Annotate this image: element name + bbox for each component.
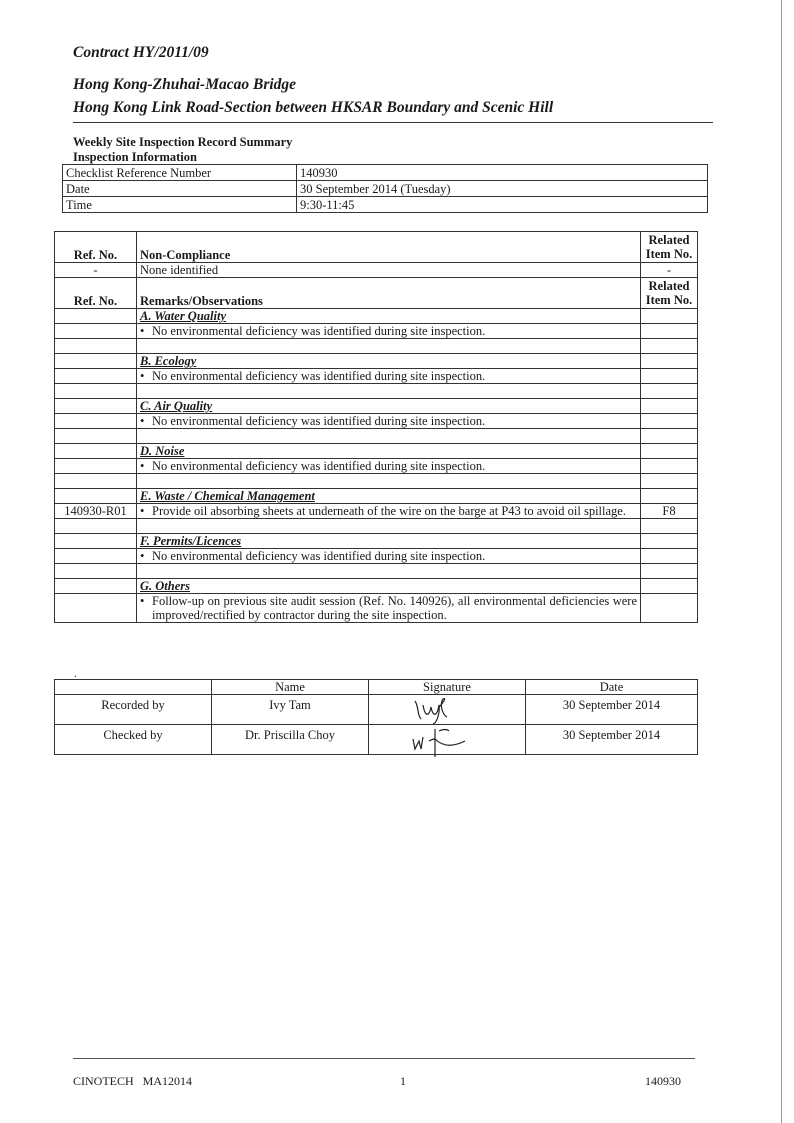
observation-text: No environmental deficiency was identified during site inspection.: [152, 414, 486, 428]
stray-mark: .: [74, 668, 77, 680]
observation-ref: [55, 549, 137, 564]
related-header-line2: Item No.: [645, 293, 693, 307]
observation-row: [55, 459, 698, 474]
remarks-header: Remarks/Observations: [137, 278, 641, 309]
observation-ref: [55, 324, 137, 339]
spacer-row: [55, 339, 698, 354]
signature-cell: [369, 695, 526, 725]
header-rule: [73, 122, 713, 123]
info-label: Time: [63, 197, 297, 213]
observation-ref: [55, 414, 137, 429]
signoff-name: Dr. Priscilla Choy: [212, 725, 369, 755]
signoff-name-header: Name: [212, 680, 369, 695]
observation-related: [641, 324, 698, 339]
bullet: •: [140, 594, 145, 608]
inspection-info-title: Inspection Information: [73, 150, 197, 164]
spacer-row: [55, 429, 698, 444]
info-row: [63, 181, 708, 197]
signoff-row: [55, 725, 698, 755]
info-label: Date: [63, 181, 297, 197]
category-title: F. Permits/Licences: [140, 534, 242, 548]
observation-ref: 140930-R01: [55, 504, 137, 519]
footer-rule: [73, 1058, 695, 1059]
noncompliance-ref-header: Ref. No.: [55, 232, 137, 263]
noncompliance-text: None identified: [137, 263, 641, 278]
observation-text: No environmental deficiency was identified during site inspection.: [152, 459, 486, 473]
observation-text: No environmental deficiency was identified during site inspection.: [152, 549, 486, 563]
category-row: [55, 309, 698, 324]
signoff-date: 30 September 2014: [526, 725, 698, 755]
findings-table: [54, 231, 698, 623]
spacer-row: [55, 474, 698, 489]
category-row: [55, 489, 698, 504]
spacer-row: [55, 384, 698, 399]
summary-title: Weekly Site Inspection Record Summary: [73, 135, 293, 149]
signature-recorder: [409, 695, 469, 725]
noncompliance-related-header: [641, 232, 698, 263]
spacer-row: [55, 519, 698, 534]
inspection-info-table: [62, 164, 708, 213]
observation-ref: [55, 369, 137, 384]
observation-row: [55, 504, 698, 519]
signoff-role-header: [55, 680, 212, 695]
info-value: 30 September 2014 (Tuesday): [297, 181, 708, 197]
category-title: B. Ecology: [140, 354, 197, 368]
signoff-name: Ivy Tam: [212, 695, 369, 725]
bullet: •: [140, 504, 145, 518]
bullet: •: [140, 369, 145, 383]
remarks-ref-header: Ref. No.: [55, 278, 137, 309]
category-title: G. Others: [140, 579, 191, 593]
signoff-row: [55, 695, 698, 725]
signoff-date: 30 September 2014: [526, 695, 698, 725]
signoff-role: Checked by: [55, 725, 212, 755]
observation-ref: [55, 459, 137, 474]
category-row: [55, 399, 698, 414]
noncompliance-ref: -: [55, 263, 137, 278]
observation-related: [641, 369, 698, 384]
footer-page-number: 1: [400, 1074, 406, 1088]
signoff-date-header: Date: [526, 680, 698, 695]
observation-row: [55, 369, 698, 384]
observation-row: [55, 414, 698, 429]
observation-row: [55, 594, 698, 623]
info-value: 9:30-11:45: [297, 197, 708, 213]
remarks-header-row: [55, 278, 698, 309]
remarks-related-header: [641, 278, 698, 309]
category-title: D. Noise: [140, 444, 185, 458]
info-row: [63, 165, 708, 181]
observation-related: F8: [641, 504, 698, 519]
category-row: [55, 444, 698, 459]
category-title: A. Water Quality: [140, 309, 227, 323]
observation-ref: [55, 594, 137, 623]
info-value: 140930: [297, 165, 708, 181]
spacer-row: [55, 564, 698, 579]
noncompliance-header: Non-Compliance: [137, 232, 641, 263]
info-label: Checklist Reference Number: [63, 165, 297, 181]
bullet: •: [140, 549, 145, 563]
observation-related: [641, 594, 698, 623]
observation-text: Provide oil absorbing sheets at underneath of the wire on the barge at P43 to avoid oil spillage.: [152, 504, 626, 518]
signoff-header-row: [55, 680, 698, 695]
signature-checker: [409, 725, 479, 759]
observation-text: Follow-up on previous site audit session (Ref. No. 140926), all environmental deficiencies were improved/rectified by contractor during the site inspection.: [152, 594, 637, 622]
footer-reference: 140930: [645, 1074, 681, 1088]
related-header-line2: Item No.: [645, 247, 693, 261]
noncompliance-row: [55, 263, 698, 278]
category-title: E. Waste / Chemical Management: [140, 489, 315, 503]
contract-number: Contract HY/2011/09: [73, 44, 209, 61]
noncompliance-related: -: [641, 263, 698, 278]
observation-related: [641, 549, 698, 564]
category-title: C. Air Quality: [140, 399, 213, 413]
category-row: [55, 579, 698, 594]
bullet: •: [140, 459, 145, 473]
related-header-line1: Related: [648, 279, 690, 293]
related-header-line1: Related: [648, 233, 690, 247]
category-row: [55, 354, 698, 369]
signature-cell: [369, 725, 526, 755]
category-row: [55, 534, 698, 549]
page-edge-line: [781, 0, 782, 1123]
observation-row: [55, 549, 698, 564]
noncompliance-header-row: [55, 232, 698, 263]
observation-text: No environmental deficiency was identified during site inspection.: [152, 324, 486, 338]
project-title: Hong Kong-Zhuhai-Macao Bridge: [73, 76, 297, 93]
observation-text: No environmental deficiency was identified during site inspection.: [152, 369, 486, 383]
bullet: •: [140, 324, 145, 338]
observation-related: [641, 414, 698, 429]
bullet: •: [140, 414, 145, 428]
footer-company: CINOTECH MA12014: [73, 1074, 192, 1088]
observation-related: [641, 459, 698, 474]
observation-row: [55, 324, 698, 339]
info-row: [63, 197, 708, 213]
signoff-signature-header: Signature: [369, 680, 526, 695]
signoff-table: [54, 679, 698, 755]
section-title: Hong Kong Link Road-Section between HKSAR Boundary and Scenic Hill: [73, 99, 554, 116]
signoff-role: Recorded by: [55, 695, 212, 725]
